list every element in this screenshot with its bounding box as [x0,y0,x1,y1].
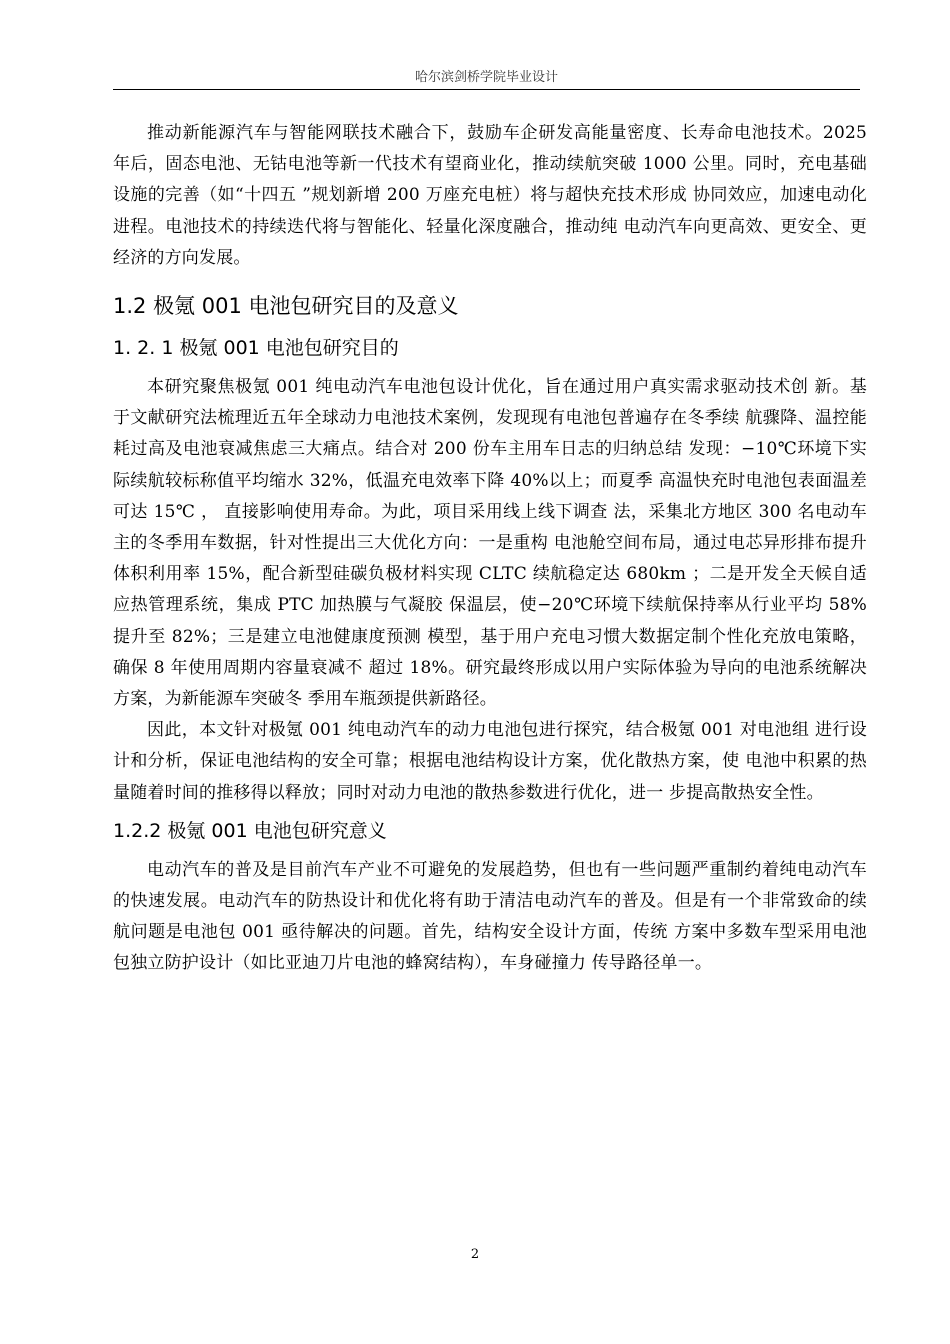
heading-section-1-2: 1.2 极氪 001 电池包研究目的及意义 [113,294,459,319]
paragraph-purpose-2: 因此，本文针对极氪 001 纯电动汽车的动力电池包进行探究，结合极氪 001 对电池组 进行设计和分析，保证电池结构的安全可靠；根据电池结构设计方案，优化散热方案，使 电池中积累的热量随着时间的推移得以释放；同时对动力电池的散热参数进行优化，进一 步提高散热安全性。 [113,720,867,803]
page-number: 2 [470,1247,480,1262]
page-header: 哈尔滨剑桥学院毕业设计 [414,70,558,85]
heading-section-1-2-1: 1. 2. 1 极氪 001 电池包研究目的 [113,337,399,360]
heading-section-1-2-2: 1.2.2 极氪 001 电池包研究意义 [113,819,387,842]
paragraph-intro: 推动新能源汽车与智能网联技术融合下，鼓励车企研发高能量密度、长寿命电池技术。2025 年后，固态电池、无钴电池等新一代技术有望商业化，推动续航突破 1000 公里。同时，充电基础设施的完善（如“十四五 ”规划新增 200 万座充电桩）将与超快充技术形成 协同效应，加速电动化进程。电池技术的持续迭代将与智能化、轻量化深度融合，推动纯 电动汽车向更高效、更安全、更经济的方向发展。 [113,123,867,268]
document-body [113,118,867,980]
paragraph-significance: 电动汽车的普及是目前汽车产业不可避免的发展趋势，但也有一些问题严重制约着纯电动汽车的快速发展。电动汽车的防热设计和优化将有助于清洁电动汽车的普及。但是有一个非常致命的续航问题是电池包 001 亟待解决的问题。首先，结构安全设计方面，传统 方案中多数车型采用电池包独立防护设计（如比亚迪刀片电池的蜂窝结构），车身碰撞力 传导路径单一。 [113,859,867,974]
paragraph-purpose-1: 本研究聚焦极氪 001 纯电动汽车电池包设计优化，旨在通过用户真实需求驱动技术创 新。基于文献研究法梳理近五年全球动力电池技术案例，发现现有电池包普遍存在冬季续 航骤降、温控能耗过高及电池衰减焦虑三大痛点。结合对 200 份车主用车日志的归纳总结 发现：−10℃环境下实际续航较标称值平均缩水 32%，低温充电效率下降 40%以上；而夏季 高温快充时电池包表面温差可达 15℃ ， 直接影响使用寿命。为此，项目采用线上线下调查 法，采集北方地区 300 名电动车主的冬季用车数据，针对性提出三大优化方向：一是重构 电池舱空间布局，通过电芯异形排布提升体积利用率 15%，配合新型硅碳负极材料实现 CLTC 续航稳定达 680km ；二是开发全天候自适应热管理系统，集成 PTC 加热膜与气凝胶 保温层，使−20℃环境下续航保持率从行业平均 58%提升至 82%；三是建立电池健康度预测 模型，基于用户充电习惯大数据定制个性化充放电策略，确保 8 年使用周期内容量衰减不 超过 18%。研究最终形成以用户实际体验为导向的电池系统解决方案，为新能源车突破冬 季用车瓶颈提供新路径。 [113,377,867,710]
header-divider [113,89,860,90]
